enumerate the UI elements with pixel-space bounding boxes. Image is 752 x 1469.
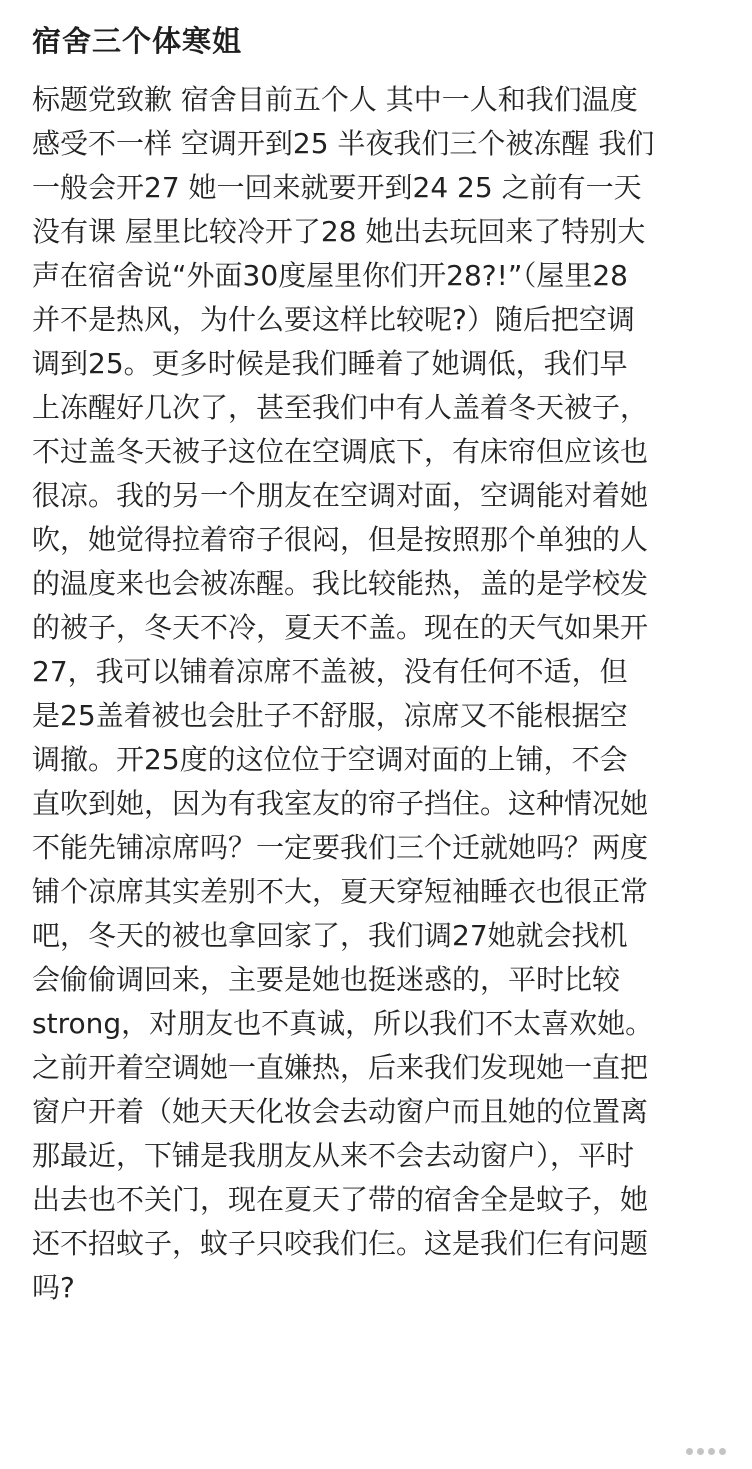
post-line: 上冻醒好几次了，甚至我们中有人盖着冬天被子， bbox=[32, 391, 649, 424]
post-line: 的被子，冬天不冷，夏天不盖。现在的天气如果开 bbox=[32, 611, 649, 644]
watermark-dots-icon bbox=[686, 1448, 726, 1455]
post-line: 没有课 屋里比较冷开了28 她出去玩回来了特别大 bbox=[32, 215, 646, 248]
post-line: 的温度来也会被冻醒。我比较能热，盖的是学校发 bbox=[32, 567, 649, 600]
post-line: 不过盖冬天被子这位在空调底下，有床帘但应该也 bbox=[32, 435, 649, 468]
post-line: 标题党致歉 宿舍目前五个人 其中一人和我们温度 bbox=[32, 83, 638, 116]
post-line: 调到25。更多时候是我们睡着了她调低，我们早 bbox=[32, 347, 628, 380]
post-line: 吧，冬天的被也拿回家了，我们调27她就会找机 bbox=[32, 919, 628, 952]
post-line: 一般会开27 她一回来就要开到24 25 之前有一天 bbox=[32, 171, 642, 204]
post-line: 不能先铺凉席吗？一定要我们三个迁就她吗？两度 bbox=[32, 831, 649, 864]
post-title: 宿舍三个体寒姐 bbox=[32, 24, 243, 58]
post-line: strong，对朋友也不真诚，所以我们不太喜欢她。 bbox=[32, 1007, 654, 1040]
post-line: 直吹到她，因为有我室友的帘子挡住。这种情况她 bbox=[32, 787, 649, 820]
post-line: 出去也不关门，现在夏天了带的宿舍全是蚊子，她 bbox=[32, 1183, 649, 1216]
post-container bbox=[32, 18, 724, 1310]
post-line: 很凉。我的另一个朋友在空调对面，空调能对着她 bbox=[32, 479, 649, 512]
post-line: 窗户开着（她天天化妆会去动窗户而且她的位置离 bbox=[32, 1095, 649, 1128]
post-line: 吹，她觉得拉着帘子很闷，但是按照那个单独的人 bbox=[32, 523, 649, 556]
post-body bbox=[32, 78, 724, 1310]
post-line: 还不招蚊子，蚊子只咬我们仨。这是我们仨有问题 bbox=[32, 1227, 649, 1260]
post-line: 并不是热风，为什么要这样比较呢?）随后把空调 bbox=[32, 303, 635, 336]
post-line: 感受不一样 空调开到25 半夜我们三个被冻醒 我们 bbox=[32, 127, 655, 160]
post-line: 铺个凉席其实差别不大，夏天穿短袖睡衣也很正常 bbox=[32, 875, 649, 908]
post-line: 会偷偷调回来，主要是她也挺迷惑的，平时比较 bbox=[32, 963, 621, 996]
post-line: 声在宿舍说“外面30度屋里你们开28?!”（屋里28 bbox=[32, 259, 628, 292]
post-line: 调撤。开25度的这位位于空调对面的上铺，不会 bbox=[32, 743, 628, 776]
post-line: 之前开着空调她一直嫌热，后来我们发现她一直把 bbox=[32, 1051, 649, 1084]
post-line: 吗? bbox=[32, 1271, 75, 1304]
post-line: 27，我可以铺着凉席不盖被，没有任何不适，但 bbox=[32, 655, 628, 688]
post-line: 是25盖着被也会肚子不舒服，凉席又不能根据空 bbox=[32, 699, 628, 732]
post-line: 那最近，下铺是我朋友从来不会去动窗户），平时 bbox=[32, 1139, 635, 1172]
